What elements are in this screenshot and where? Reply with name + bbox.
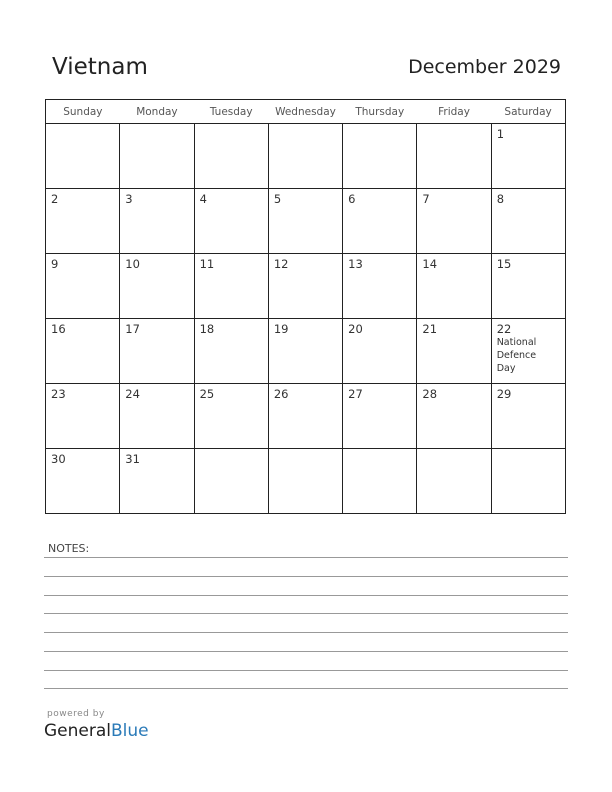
week-row (46, 449, 566, 514)
day-number: 7 (422, 192, 430, 206)
weekday-sunday: Sunday (46, 100, 120, 124)
weekday-thursday: Thursday (343, 100, 417, 124)
day-cell-empty (120, 124, 194, 189)
weekday-friday: Friday (417, 100, 491, 124)
month-year-title: December 2029 (408, 56, 561, 78)
day-number: 19 (273, 322, 289, 336)
day-cell-4 (194, 189, 268, 254)
day-number: 3 (125, 192, 133, 206)
note-line (44, 670, 568, 671)
note-line (44, 576, 568, 577)
day-cell-22 (491, 319, 565, 384)
day-cell-12 (268, 254, 342, 319)
day-number: 9 (51, 257, 59, 271)
day-number: 14 (422, 257, 438, 271)
week-row (46, 384, 566, 449)
day-cell-24 (120, 384, 194, 449)
note-line (44, 688, 568, 689)
day-cell-20 (343, 319, 417, 384)
day-cell-29 (491, 384, 565, 449)
week-row (46, 254, 566, 319)
note-line (44, 632, 568, 633)
day-cell-15 (491, 254, 565, 319)
day-number: 4 (199, 192, 207, 206)
week-row (46, 319, 566, 384)
day-number: 13 (348, 257, 363, 271)
holiday-label: Day (496, 363, 516, 374)
day-cell-11 (194, 254, 268, 319)
day-cell-10 (120, 254, 194, 319)
day-cell-25 (194, 384, 268, 449)
day-cell-empty (194, 449, 268, 514)
day-cell-empty (343, 124, 417, 189)
day-number: 8 (496, 192, 505, 206)
day-cell-14 (417, 254, 491, 319)
brand-general: General (44, 721, 111, 741)
day-number: 2 (51, 192, 59, 206)
day-cell-empty (268, 449, 342, 514)
day-cell-31 (120, 449, 194, 514)
note-line (44, 595, 568, 596)
week-row (46, 124, 566, 189)
day-cell-empty (417, 449, 491, 514)
day-cell-30 (46, 449, 120, 514)
note-line (44, 651, 568, 652)
note-line (44, 557, 568, 558)
day-cell-5 (268, 189, 342, 254)
day-cell-2 (46, 189, 120, 254)
day-number: 23 (51, 387, 66, 401)
day-cell-7 (417, 189, 491, 254)
day-cell-27 (343, 384, 417, 449)
weekday-saturday: Saturday (491, 100, 565, 124)
day-cell-empty (343, 449, 417, 514)
day-cell-17 (120, 319, 194, 384)
holiday-label: National (496, 337, 537, 348)
day-cell-23 (46, 384, 120, 449)
day-cell-8 (491, 189, 565, 254)
day-number: 10 (125, 257, 140, 271)
weekday-monday: Monday (120, 100, 194, 124)
day-number: 1 (496, 127, 505, 141)
day-number: 5 (273, 192, 282, 206)
day-cell-empty (46, 124, 120, 189)
calendar-grid (45, 99, 566, 514)
day-number: 21 (422, 322, 438, 336)
day-cell-19 (268, 319, 342, 384)
day-cell-16 (46, 319, 120, 384)
day-cell-21 (417, 319, 491, 384)
week-row (46, 189, 566, 254)
day-number: 6 (348, 192, 356, 206)
day-cell-28 (417, 384, 491, 449)
day-number: 11 (199, 257, 215, 271)
day-cell-9 (46, 254, 120, 319)
day-number: 17 (125, 322, 140, 336)
day-cell-1 (491, 124, 565, 189)
day-cell-empty (194, 124, 268, 189)
brand-logo[interactable] (44, 721, 149, 741)
day-number: 30 (51, 452, 66, 466)
day-cell-18 (194, 319, 268, 384)
day-cell-13 (343, 254, 417, 319)
powered-by-text: powered by (47, 709, 105, 719)
day-number: 16 (51, 322, 66, 336)
day-number: 28 (422, 387, 438, 401)
weekday-tuesday: Tuesday (194, 100, 268, 124)
weekday-header-row (46, 100, 566, 124)
day-number: 29 (496, 387, 512, 401)
day-cell-6 (343, 189, 417, 254)
calendar-body (46, 124, 566, 514)
brand-blue: Blue (111, 721, 149, 741)
day-number: 31 (125, 452, 140, 466)
day-number: 15 (496, 257, 512, 271)
country-title: Vietnam (52, 54, 148, 80)
note-line (44, 613, 568, 614)
day-cell-3 (120, 189, 194, 254)
day-number: 20 (348, 322, 363, 336)
day-cell-empty (268, 124, 342, 189)
day-cell-26 (268, 384, 342, 449)
weekday-wednesday: Wednesday (268, 100, 342, 124)
day-number: 12 (273, 257, 289, 271)
holiday-label: Defence (496, 350, 537, 361)
day-number: 18 (199, 322, 215, 336)
day-number: 22 (496, 322, 512, 336)
day-number: 26 (273, 387, 289, 401)
notes-label: NOTES: (48, 542, 90, 555)
day-number: 25 (199, 387, 215, 401)
day-number: 27 (348, 387, 363, 401)
day-cell-empty (417, 124, 491, 189)
day-cell-empty (491, 449, 565, 514)
day-number: 24 (125, 387, 140, 401)
